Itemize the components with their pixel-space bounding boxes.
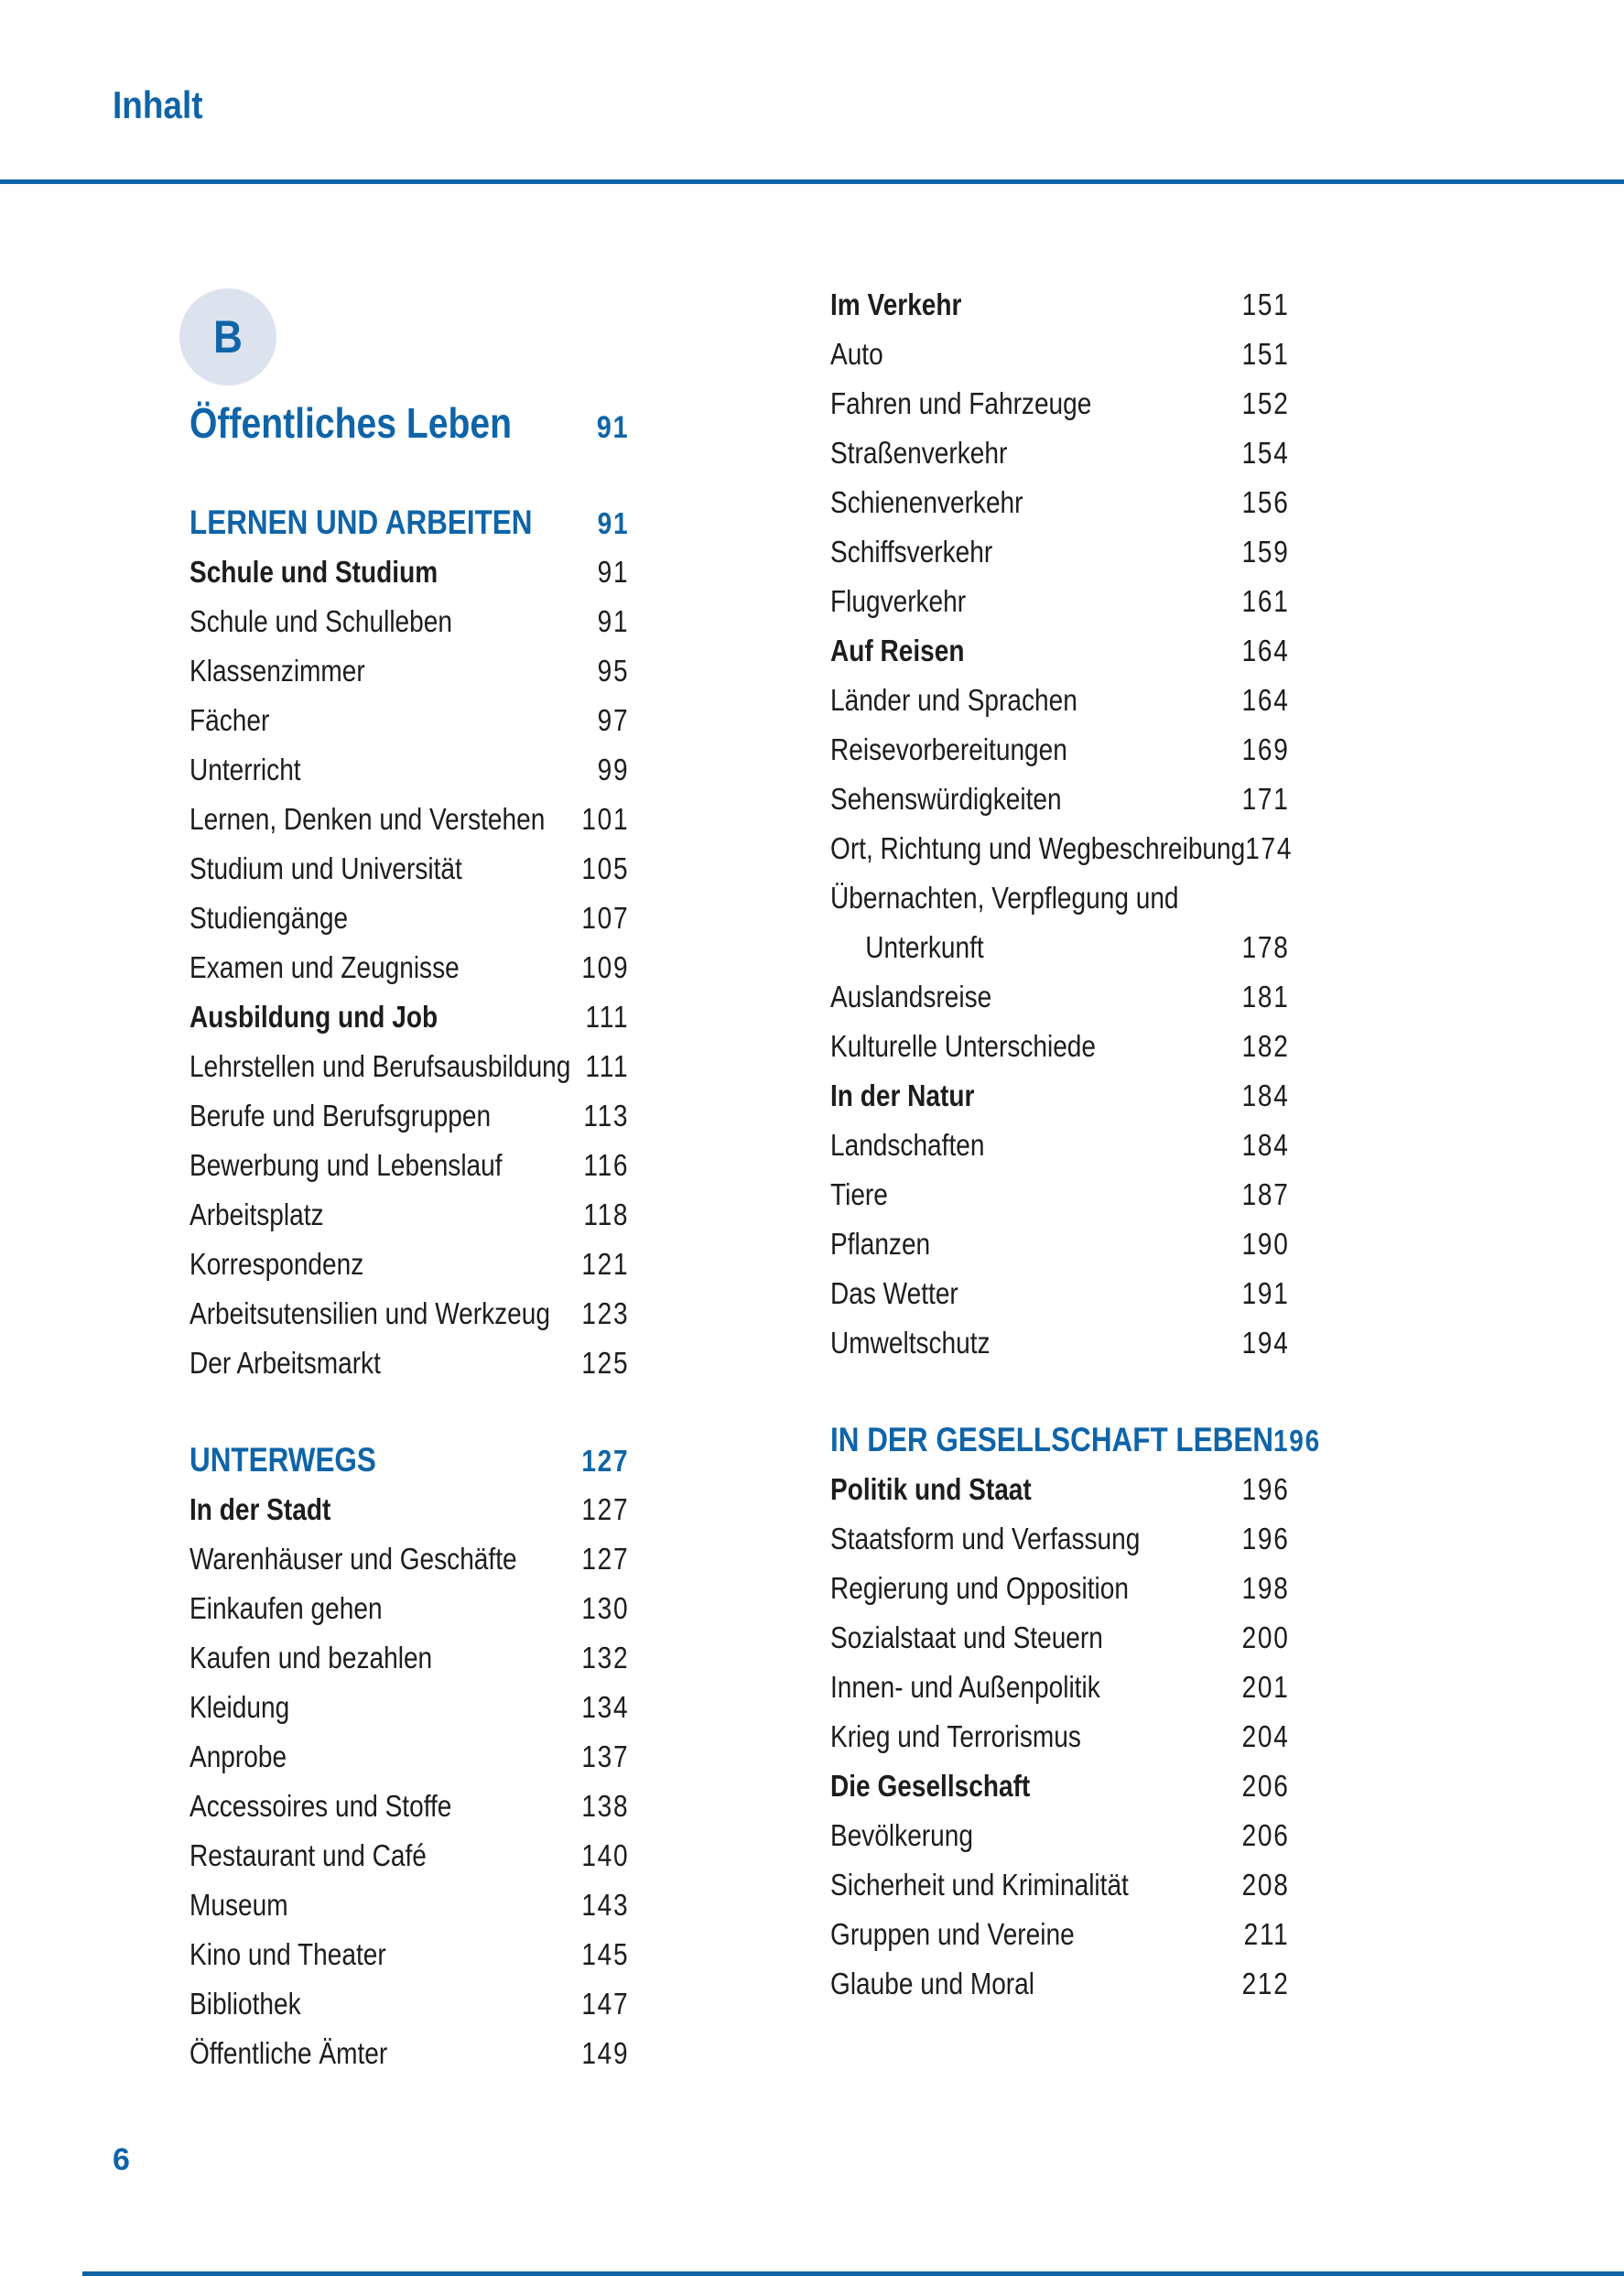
toc-row: [189, 1782, 629, 1831]
toc-entry-page: 113: [583, 1099, 630, 1133]
toc-row: [189, 1880, 629, 1930]
toc-entry-page: 101: [581, 802, 630, 836]
toc-entry-label: Regierung und Opposition: [830, 1571, 1129, 1605]
toc-entry-page: 191: [1241, 1276, 1290, 1310]
toc-row: [189, 943, 629, 992]
toc-row: [189, 745, 629, 795]
toc-entry-label: Straßenverkehr: [830, 436, 1008, 470]
toc-entry-page: 127: [581, 1542, 630, 1576]
toc-entry-label: Einkaufen gehen: [189, 1591, 383, 1625]
toc-row: [830, 1910, 1290, 1959]
toc-entry-page: 211: [1243, 1917, 1290, 1951]
toc-entry-label: Sehenswürdigkeiten: [830, 782, 1062, 816]
toc-row: [830, 1761, 1290, 1811]
toc-row: [189, 2029, 629, 2078]
toc-entry-label: Studiengänge: [189, 901, 349, 935]
toc-entry-label: Bibliothek: [189, 1987, 301, 2021]
toc-entry-label: Anprobe: [189, 1740, 287, 1773]
toc-row: [189, 1289, 629, 1339]
toc-entry-label: Korrespondenz: [189, 1247, 364, 1281]
toc-entry-label: Lehrstellen und Berufsausbildung: [189, 1049, 571, 1083]
toc-row: [830, 577, 1290, 626]
toc-row: [189, 1091, 629, 1141]
toc-entry-page: 196: [1241, 1472, 1290, 1506]
toc-section: [189, 1436, 629, 2078]
toc-entry-label: Reisevorbereitungen: [830, 732, 1067, 766]
toc-row: [830, 1514, 1290, 1564]
toc-entry-page: 208: [1241, 1868, 1290, 1902]
toc-row: [189, 1141, 629, 1190]
toc-entry-label: Arbeitsutensilien und Werkzeug: [189, 1296, 550, 1330]
toc-row: [830, 1564, 1290, 1613]
toc-entry-label: Länder und Sprachen: [830, 683, 1077, 717]
toc-row: [830, 676, 1290, 725]
toc-entry-page: 190: [1241, 1227, 1290, 1261]
toc-entry-label: Klassenzimmer: [189, 654, 365, 688]
toc-entry-page: 111: [585, 1049, 630, 1083]
toc-entry-page: 99: [597, 753, 630, 786]
toc-row: [830, 527, 1290, 577]
toc-entry-page: 164: [1241, 683, 1290, 717]
toc-row: [830, 873, 1290, 923]
toc-entry-page: 187: [1241, 1177, 1290, 1211]
toc-entry-label: UNTERWEGS: [189, 1441, 376, 1479]
toc-entry-label: Öffentliche Ämter: [189, 2036, 388, 2070]
toc-entry-label: Übernachten, Verpflegung und: [830, 881, 1179, 915]
toc-entry-label: Studium und Universität: [189, 851, 462, 885]
toc-entry-page: 178: [1241, 930, 1290, 964]
toc-entry-page: 132: [581, 1641, 630, 1674]
toc-entry-page: 206: [1241, 1769, 1290, 1803]
toc-entry-label: Ort, Richtung und Wegbeschreibung: [830, 831, 1246, 865]
toc-row: [189, 1683, 629, 1732]
toc-column-left: [189, 398, 629, 2078]
toc-row: [830, 972, 1290, 1022]
toc-row: [189, 1042, 629, 1091]
toc-row: [189, 1339, 629, 1388]
toc-entry-page: 196: [1273, 1424, 1321, 1458]
footer-rule: [82, 2271, 1624, 2276]
toc-row: [830, 1811, 1290, 1860]
toc-section: [189, 498, 629, 1388]
toc-section-header: [830, 1415, 1321, 1465]
toc-entry-page: 123: [581, 1296, 630, 1330]
toc-section: [830, 280, 1294, 1368]
toc-entry-label: Tiere: [830, 1177, 888, 1211]
toc-row: [189, 646, 629, 696]
toc-entry-page: 212: [1241, 1967, 1290, 2000]
toc-entry-page: 137: [581, 1740, 630, 1773]
toc-entry-page: 198: [1241, 1571, 1290, 1605]
toc-entry-page: 121: [581, 1247, 630, 1281]
toc-entry-label: Landschaften: [830, 1128, 985, 1162]
toc-entry-label: Fahren und Fahrzeuge: [830, 386, 1092, 420]
toc-entry-label: Bevölkerung: [830, 1818, 973, 1852]
toc-row: [830, 1318, 1290, 1368]
toc-row: [830, 1712, 1290, 1761]
toc-entry-page: 149: [581, 2036, 630, 2070]
toc-entry-page: 154: [1241, 436, 1290, 470]
toc-entry-page: 138: [581, 1789, 630, 1823]
toc-entry-page: 171: [1241, 782, 1290, 816]
toc-entry-label: Schule und Studium: [189, 555, 438, 589]
toc-row: [189, 1190, 629, 1240]
toc-row: [830, 1959, 1290, 2009]
toc-row: [189, 992, 629, 1042]
toc-row: [830, 1860, 1290, 1910]
toc-entry-label: Ausbildung und Job: [189, 1000, 438, 1034]
toc-entry-label: IN DER GESELLSCHAFT LEBEN: [830, 1421, 1274, 1458]
toc-entry-page: 134: [581, 1690, 630, 1724]
toc-entry-label: Das Wetter: [830, 1276, 958, 1310]
toc-row: [830, 626, 1290, 676]
toc-entry-page: 151: [1241, 287, 1290, 321]
part-title-row: [189, 398, 629, 448]
toc-row: [830, 1121, 1290, 1170]
toc-entry-page: 91: [597, 604, 630, 638]
toc-entry-label: Bewerbung und Lebenslauf: [189, 1148, 503, 1182]
toc-row: [189, 1633, 629, 1683]
toc-entry-label: Innen- und Außenpolitik: [830, 1670, 1100, 1704]
toc-entry-page: 194: [1241, 1326, 1290, 1360]
toc-entry-page: 164: [1241, 634, 1290, 667]
toc-row: [830, 1465, 1290, 1514]
toc-row: [830, 1022, 1290, 1071]
toc-entry-page: 97: [597, 703, 630, 737]
toc-entry-label: In der Natur: [830, 1078, 975, 1112]
toc-entry-page: 143: [581, 1888, 630, 1922]
toc-entry-label: Schule und Schulleben: [189, 604, 452, 638]
toc-entry-page: 140: [581, 1838, 630, 1872]
toc-entry-label: Schienenverkehr: [830, 485, 1023, 519]
toc-entry-label: Der Arbeitsmarkt: [189, 1346, 381, 1380]
toc-entry-page: 151: [1241, 337, 1290, 371]
toc-entry-page: 125: [581, 1346, 630, 1380]
toc-entry-page: 184: [1241, 1078, 1290, 1112]
toc-entry-page: 200: [1241, 1620, 1290, 1654]
toc-entry-page: 107: [581, 901, 630, 935]
toc-entry-page: 159: [1241, 535, 1290, 569]
toc-entry-page: 147: [581, 1987, 630, 2021]
toc-entry-label: Museum: [189, 1888, 288, 1922]
toc-row: [830, 1663, 1290, 1712]
toc-section: [830, 1415, 1321, 2009]
toc-entry-label: Auslandsreise: [830, 980, 992, 1013]
toc-row: [830, 725, 1290, 775]
toc-row: [830, 428, 1290, 478]
toc-entry-label: Schiffsverkehr: [830, 535, 993, 569]
toc-entry-label: Accessoires und Stoffe: [189, 1789, 452, 1823]
toc-row: [830, 280, 1290, 330]
toc-row: [189, 844, 629, 894]
toc-row: [189, 1240, 629, 1289]
toc-entry-label: Restaurant und Café: [189, 1838, 427, 1872]
toc-entry-label: Lernen, Denken und Verstehen: [189, 802, 546, 836]
toc-entry-label: Sicherheit und Kriminalität: [830, 1868, 1129, 1902]
toc-section-header: [189, 498, 629, 547]
toc-entry-page: 152: [1241, 386, 1290, 420]
toc-row: [830, 478, 1290, 527]
toc-row: [189, 795, 629, 844]
toc-row: [830, 1269, 1290, 1318]
toc-entry-page: 127: [581, 1492, 630, 1526]
toc-entry-page: 182: [1241, 1029, 1290, 1063]
toc-sections-right: [830, 280, 1321, 2009]
toc-entry-label: Politik und Staat: [830, 1472, 1032, 1506]
toc-row: [189, 1485, 629, 1534]
toc-row: [830, 1170, 1290, 1219]
toc-entry-page: 161: [1241, 584, 1290, 618]
part-title: Öffentliches Leben: [189, 399, 512, 447]
toc-entry-label: Flugverkehr: [830, 584, 967, 618]
toc-row: [189, 1831, 629, 1880]
toc-row: [189, 894, 629, 943]
toc-entry-label: Kaufen und bezahlen: [189, 1641, 433, 1674]
toc-entry-label: Unterricht: [189, 753, 301, 786]
toc-entry-page: 181: [1241, 980, 1290, 1013]
toc-entry-label: Umweltschutz: [830, 1326, 991, 1360]
section-letter-badge: [179, 288, 276, 385]
toc-entry-page: 91: [597, 506, 630, 540]
toc-entry-label: Warenhäuser und Geschäfte: [189, 1542, 517, 1576]
toc-entry-page: 105: [581, 851, 630, 885]
toc-row: [189, 1534, 629, 1584]
toc-entry-label: Berufe und Berufsgruppen: [189, 1099, 492, 1133]
page-folio: 6: [113, 2142, 130, 2177]
toc-column-right: [830, 280, 1321, 2009]
toc-section-header: [189, 1436, 629, 1485]
toc-entry-label: Sozialstaat und Steuern: [830, 1620, 1103, 1654]
toc-entry-page: 206: [1241, 1818, 1290, 1852]
toc-entry-page: 201: [1241, 1670, 1290, 1704]
toc-entry-page: 174: [1245, 831, 1294, 865]
toc-entry-page: 91: [597, 555, 630, 589]
header-rule: [0, 179, 1624, 184]
toc-row: [189, 696, 629, 745]
toc-entry-label: Staatsform und Verfassung: [830, 1522, 1141, 1555]
section-letter: B: [213, 311, 243, 363]
toc-entry-page: 184: [1241, 1128, 1290, 1162]
toc-entry-label: Kulturelle Unterschiede: [830, 1029, 1097, 1063]
toc-entry-label: Auto: [830, 337, 883, 371]
toc-row: [830, 1071, 1290, 1121]
toc-entry-page: 118: [583, 1198, 630, 1231]
toc-entry-label: Krieg und Terrorismus: [830, 1719, 1081, 1753]
toc-entry-label: Examen und Zeugnisse: [189, 950, 460, 984]
toc-row: [830, 775, 1290, 824]
toc-row: [830, 1219, 1290, 1269]
toc-entry-label: In der Stadt: [189, 1492, 331, 1526]
toc-entry-page: 130: [581, 1591, 630, 1625]
toc-entry-page: 204: [1241, 1719, 1290, 1753]
toc-row: [830, 379, 1290, 428]
toc-entry-label: Gruppen und Vereine: [830, 1917, 1075, 1951]
toc-entry-label: Auf Reisen: [830, 634, 965, 667]
toc-entry-page: 169: [1241, 732, 1290, 766]
toc-sections-left: [189, 498, 629, 2078]
toc-entry-page: 95: [597, 654, 630, 688]
toc-entry-page: 145: [581, 1937, 630, 1971]
toc-row: [830, 923, 1290, 972]
toc-entry-label: Glaube und Moral: [830, 1967, 1034, 2000]
toc-row: [189, 1930, 629, 1979]
toc-entry-label: Kino und Theater: [189, 1937, 386, 1971]
toc-entry-label: Die Gesellschaft: [830, 1769, 1031, 1803]
toc-row: [189, 547, 629, 597]
toc-entry-page: 127: [581, 1444, 630, 1478]
toc-entry-page: 116: [583, 1148, 630, 1182]
toc-entry-page: 156: [1241, 485, 1290, 519]
toc-entry-label: Kleidung: [189, 1690, 290, 1724]
toc-entry-label: Arbeitsplatz: [189, 1198, 324, 1231]
toc-row: [189, 1584, 629, 1633]
toc-entry-label: LERNEN UND ARBEITEN: [189, 504, 533, 541]
toc-row: [189, 597, 629, 646]
toc-row: [830, 1613, 1290, 1663]
toc-entry-page: 111: [585, 1000, 630, 1034]
toc-row: [830, 824, 1294, 873]
toc-row: [189, 1732, 629, 1782]
toc-entry-label: Pflanzen: [830, 1227, 931, 1261]
toc-entry-label: Im Verkehr: [830, 287, 962, 321]
toc-entry-label: Fächer: [189, 703, 270, 737]
toc-entry-label: Unterkunft: [865, 930, 984, 964]
toc-row: [189, 1979, 629, 2029]
toc-entry-page: 109: [581, 950, 630, 984]
toc-row: [830, 330, 1290, 379]
part-page-number: 91: [596, 410, 630, 445]
toc-entry-page: 196: [1241, 1522, 1290, 1555]
page-title: Inhalt: [113, 83, 203, 126]
